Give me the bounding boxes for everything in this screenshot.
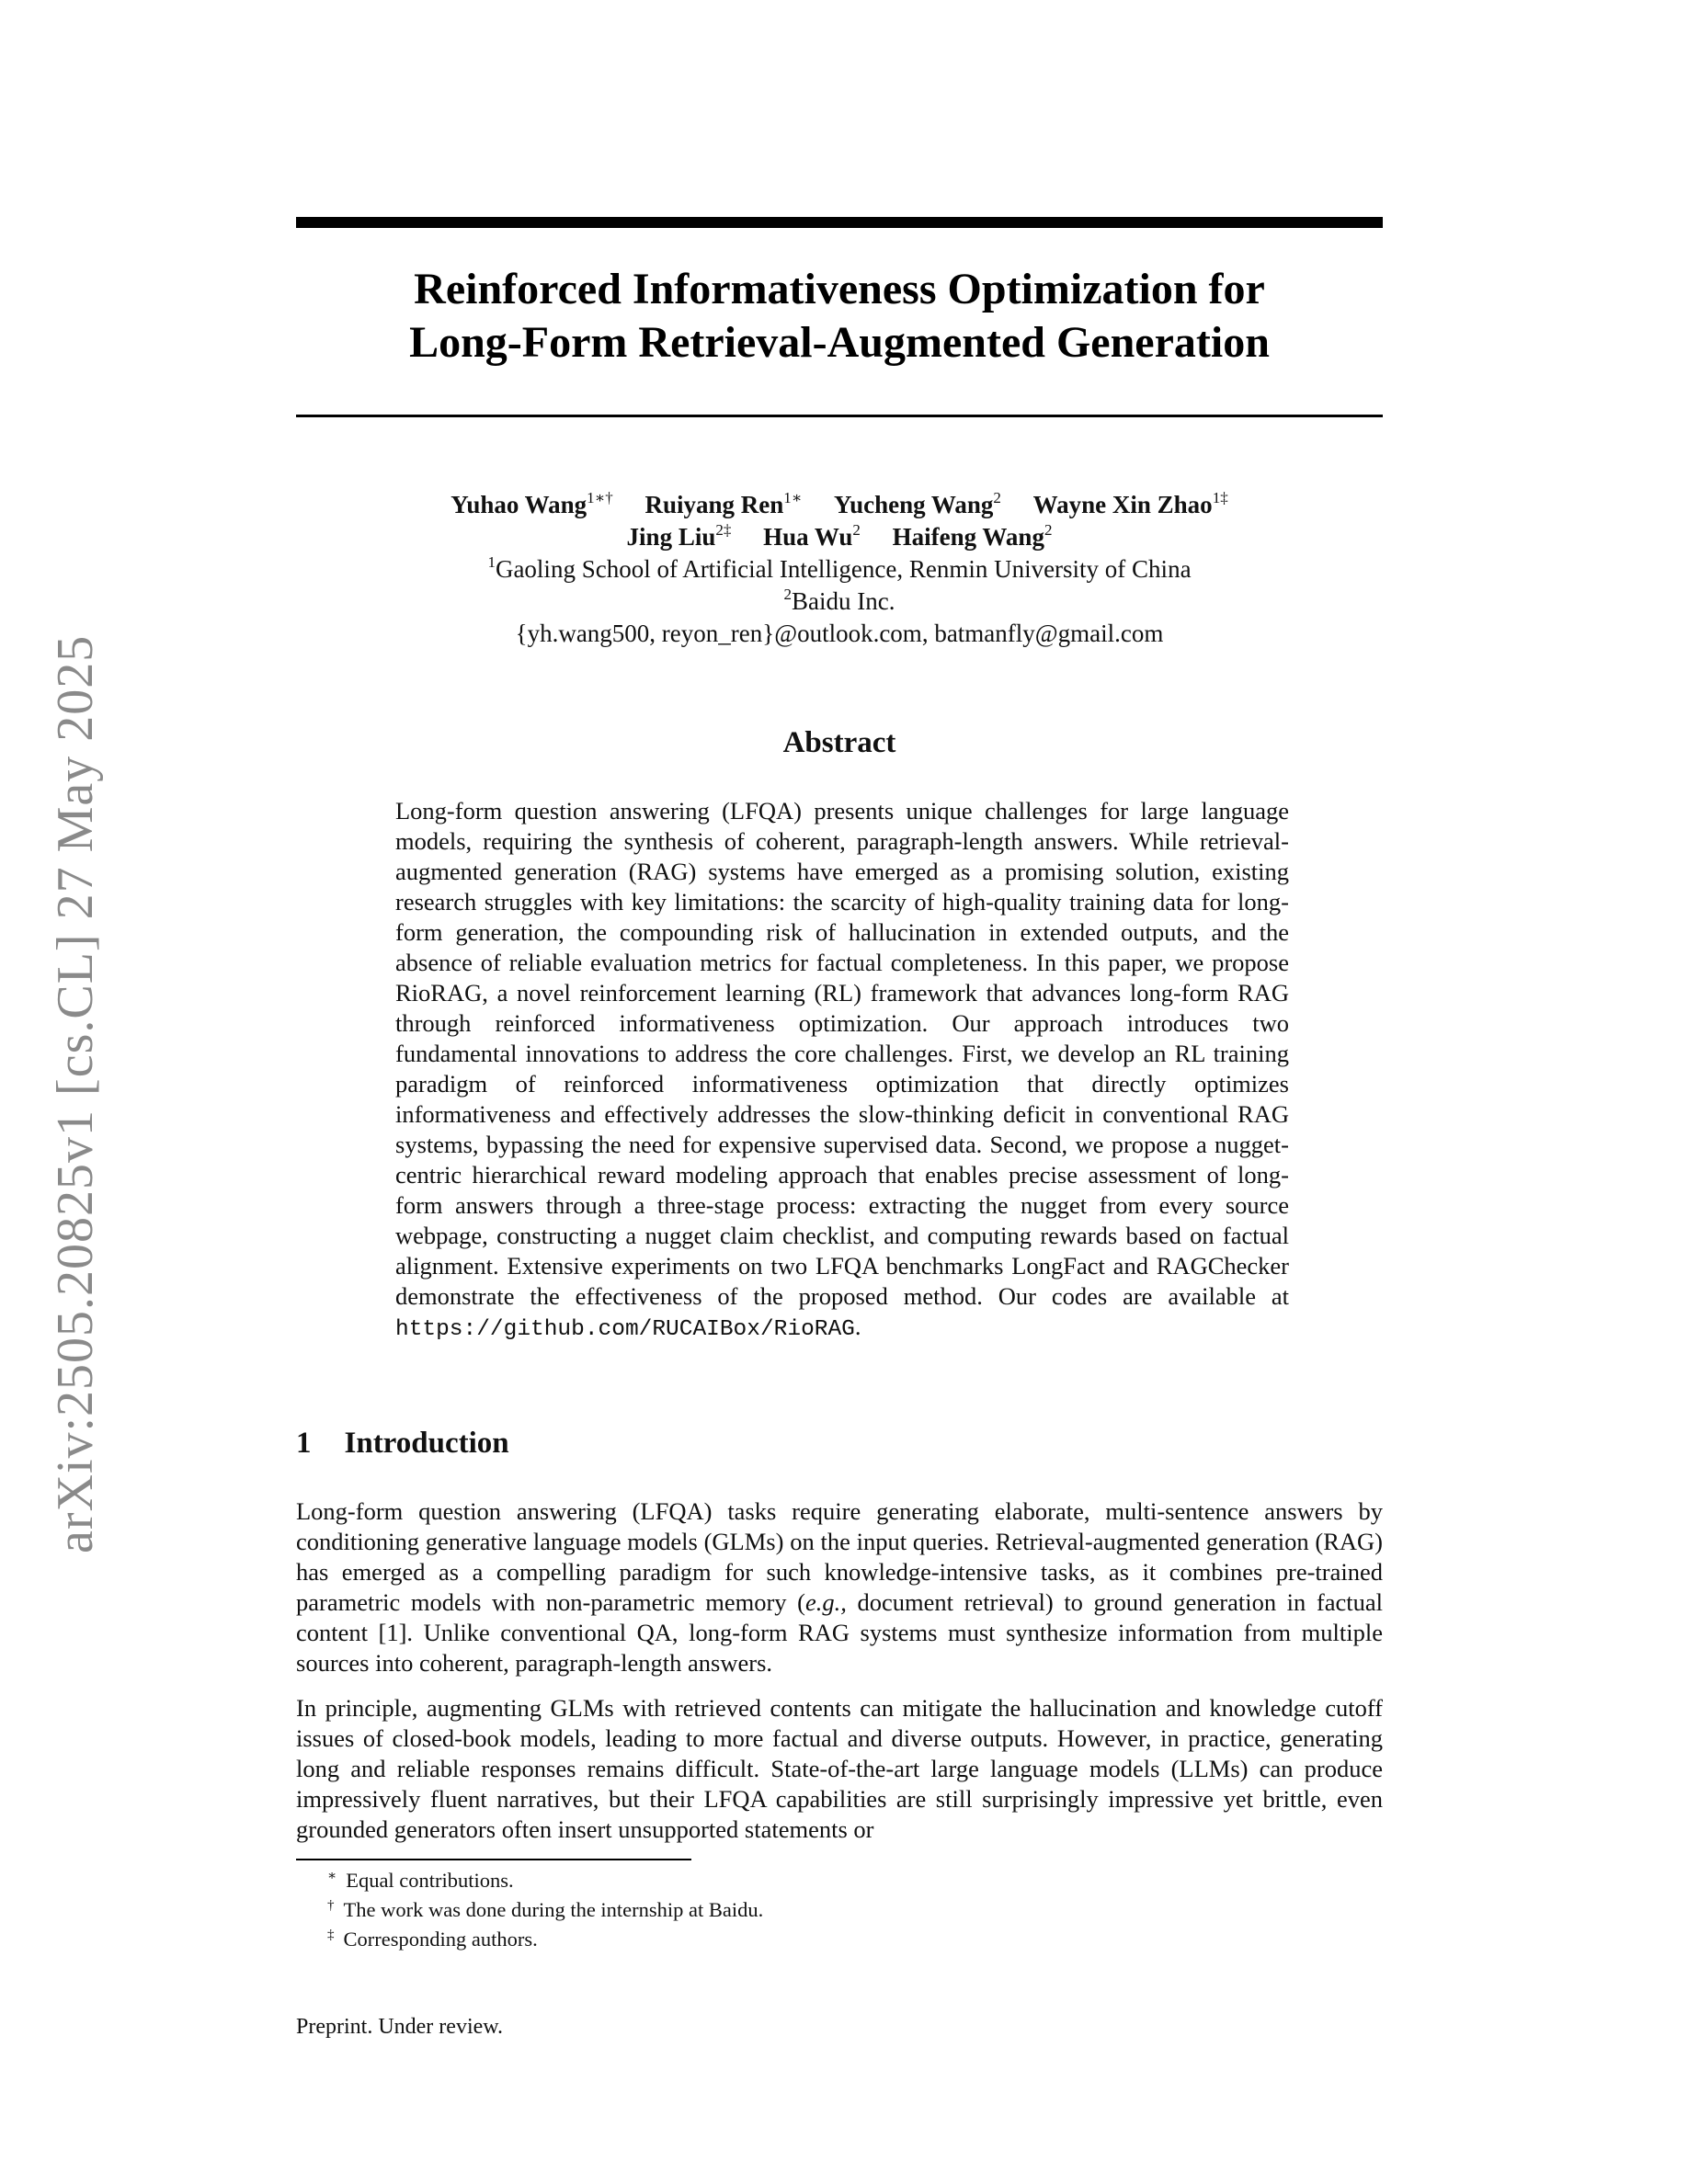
section-title: Introduction [344, 1427, 509, 1460]
footnote-corresponding: ‡ Corresponding authors. [327, 1928, 538, 1951]
title-line-1: Reinforced Informativeness Optimization for [414, 265, 1265, 313]
author-block [296, 489, 1383, 650]
author-emails: {yh.wang500, reyon_ren}@outlook.com, batmanfly@gmail.com [515, 620, 1164, 647]
arxiv-identifier-stamp: arXiv:2505.20825v1 [cs.CL] 27 May 2025 [47, 634, 104, 1553]
author-row-2 [296, 521, 1383, 553]
intro-paragraph-1: Long-form question answering (LFQA) tasks require generating elaborate, multi-sentence answers by conditioning generative language models (GLMs) on the input queries. Retrieval-augmented generation (RAG) has emerged as a compelling paradigm for such knowledge-intensive tasks, as it combines pre-trained parametric models with non-parametric memory (e.g., document retrieval) to ground generation in factual content [1]. Unlike conventional QA, long-form RAG systems must synthesize information from multiple sources into coherent, paragraph-length answers. [296, 1497, 1383, 1677]
paper-title [296, 263, 1383, 370]
intro-paragraph-2: In principle, augmenting GLMs with retrieved contents can mitigate the hallucination and knowledge cutoff issues of closed-book models, leading to more factual and diverse outputs. However, in practice, generating long and reliable responses remains difficult. State-of-the-art large language models (LLMs) can produce impressively fluent narratives, but their LFQA capabilities are still surprisingly impressive yet brittle, even grounded generators often insert unsupported statements or [296, 1694, 1383, 1843]
author-row-1 [296, 489, 1383, 521]
abstract-end: . [854, 1313, 861, 1340]
preprint-note: Preprint. Under review. [296, 2015, 504, 2039]
author-name: Yucheng Wang$^2$ [834, 489, 1001, 518]
footnotes [327, 1866, 763, 1954]
abstract-body [395, 796, 1289, 1345]
affiliation-2: $^2$Baidu Inc. [783, 586, 895, 615]
author-name: Jing Liu$^{2\ddagger}$ [626, 521, 732, 551]
author-name: Hua Wu$^2$ [763, 521, 861, 551]
affiliation-1: $^1$Gaoling School of Artificial Intelligence, Renmin University of China [487, 553, 1192, 583]
section-number: 1 [296, 1427, 312, 1460]
footnote-equal-contribution: ∗ Equal contributions. [327, 1869, 514, 1892]
author-name: Wayne Xin Zhao$^{1\ddagger}$ [1032, 489, 1228, 518]
title-bottom-rule [296, 415, 1383, 417]
section-heading-introduction [296, 1427, 509, 1461]
author-name: Ruiyang Ren$^{1∗}$ [644, 489, 803, 518]
footnote-rule [296, 1859, 691, 1860]
introduction-body [296, 1496, 1383, 1860]
author-name: Yuhao Wang$^{1∗\dagger}$ [451, 489, 613, 518]
abstract-text: Long-form question answering (LFQA) presents unique challenges for large language models, requiring the synthesis of coherent, paragraph-length answers. While retrieval-augmented generation (RAG) systems have emerged as a promising solution, existing research struggles with key limitations: the scarcity of high-quality training data for long-form generation, the compounding risk of hallucination in extended outputs, and the absence of reliable evaluation metrics for factual completeness. In this paper, we propose RioRAG, a novel reinforcement learning (RL) framework that advances long-form RAG through reinforced informativeness optimization. Our approach introduces two fundamental innovations to address the core challenges. First, we develop an RL training paradigm of reinforced informativeness optimization that directly optimizes informativeness and effectively addresses the slow-thinking deficit in conventional RAG systems, bypassing the need for expensive supervised data. Second, we propose a nugget-centric hierarchical reward modeling approach that enables precise assessment of long-form answers through a three-stage process: extracting the nugget from every source webpage, constructing a nugget claim checklist, and computing rewards based on factual alignment. Extensive experiments on two LFQA benchmarks LongFact and RAGChecker demonstrate the effectiveness of the proposed method. Our codes are available at [395, 797, 1289, 1310]
author-name: Haifeng Wang$^2$ [892, 521, 1053, 551]
abstract-heading: Abstract [782, 726, 896, 759]
footnote-internship: † The work was done during the internship at Baidu. [327, 1898, 764, 1921]
title-top-rule [296, 217, 1383, 228]
code-repository-link[interactable]: https://github.com/RUCAIBox/RioRAG [395, 1317, 855, 1342]
title-line-2: Long-Form Retrieval-Augmented Generation [409, 318, 1270, 367]
